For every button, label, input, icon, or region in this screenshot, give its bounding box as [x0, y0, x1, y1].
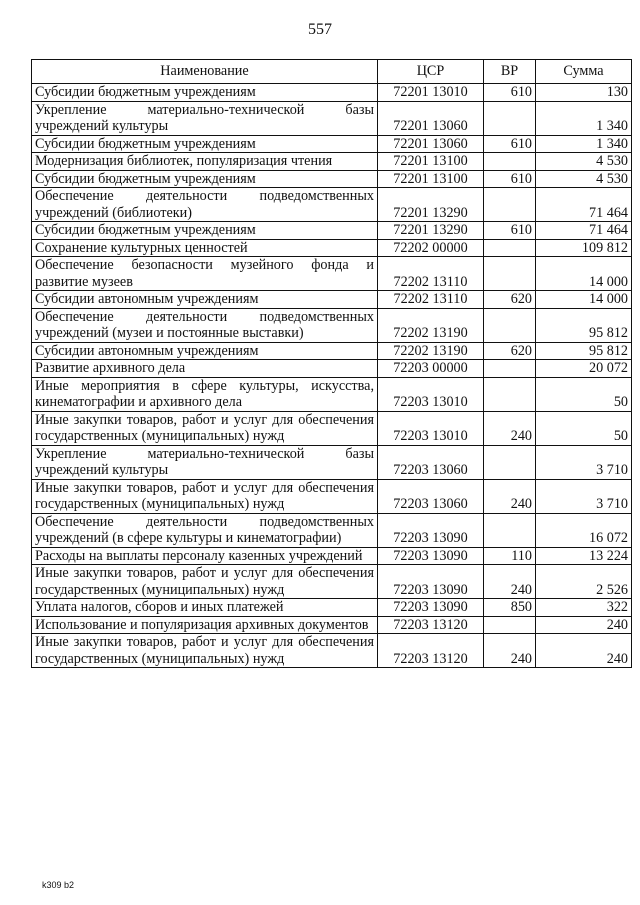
- row-name: Иные закупки товаров, работ и услуг для обеспечения государственных (муниципальных) нужд: [32, 411, 378, 445]
- row-name: Субсидии бюджетным учреждениям: [32, 135, 378, 153]
- row-vr: [484, 513, 536, 547]
- row-csr: 72203 13090: [378, 599, 484, 617]
- row-csr: 72203 13090: [378, 565, 484, 599]
- row-vr: 240: [484, 479, 536, 513]
- row-csr: 72203 13010: [378, 377, 484, 411]
- table-row: [32, 411, 632, 445]
- row-sum: 95 812: [536, 342, 632, 360]
- row-name: Иные закупки товаров, работ и услуг для обеспечения государственных (муниципальных) нужд: [32, 479, 378, 513]
- row-sum: 50: [536, 411, 632, 445]
- header-csr: ЦСР: [378, 60, 484, 84]
- row-csr: 72201 13060: [378, 101, 484, 135]
- row-vr: 240: [484, 411, 536, 445]
- row-name: Использование и популяризация архивных документов: [32, 616, 378, 634]
- row-name: Развитие архивного дела: [32, 360, 378, 378]
- row-name: Укрепление материально-технической базы учреждений культуры: [32, 445, 378, 479]
- table-row: [32, 101, 632, 135]
- row-name: Уплата налогов, сборов и иных платежей: [32, 599, 378, 617]
- row-sum: 1 340: [536, 101, 632, 135]
- table-row: [32, 257, 632, 291]
- row-name: Иные закупки товаров, работ и услуг для обеспечения государственных (муниципальных) нужд: [32, 634, 378, 668]
- row-name: Укрепление материально-технической базы учреждений культуры: [32, 101, 378, 135]
- page-number: 557: [308, 21, 332, 38]
- row-name: Модернизация библиотек, популяризация чтения: [32, 153, 378, 171]
- row-csr: 72203 13060: [378, 479, 484, 513]
- row-vr: 110: [484, 547, 536, 565]
- table-row: [32, 547, 632, 565]
- row-sum: 14 000: [536, 291, 632, 309]
- row-csr: 72202 13110: [378, 291, 484, 309]
- row-vr: [484, 153, 536, 171]
- row-name: Субсидии бюджетным учреждениям: [32, 170, 378, 188]
- table-row: [32, 565, 632, 599]
- row-csr: 72202 13190: [378, 342, 484, 360]
- table-row: [32, 188, 632, 222]
- row-name: Расходы на выплаты персоналу казенных учреждений: [32, 547, 378, 565]
- row-vr: [484, 101, 536, 135]
- row-csr: 72201 13100: [378, 153, 484, 171]
- row-sum: 109 812: [536, 239, 632, 257]
- row-sum: 13 224: [536, 547, 632, 565]
- row-vr: [484, 308, 536, 342]
- row-vr: 240: [484, 565, 536, 599]
- row-vr: [484, 445, 536, 479]
- row-csr: 72202 13190: [378, 308, 484, 342]
- row-vr: 240: [484, 634, 536, 668]
- row-vr: 610: [484, 135, 536, 153]
- table-row: [32, 616, 632, 634]
- table-row: [32, 342, 632, 360]
- row-sum: 322: [536, 599, 632, 617]
- row-vr: 850: [484, 599, 536, 617]
- row-csr: 72203 13120: [378, 634, 484, 668]
- row-vr: [484, 257, 536, 291]
- table-row: [32, 308, 632, 342]
- table-row: [32, 445, 632, 479]
- header-sum: Сумма: [536, 60, 632, 84]
- row-vr: [484, 360, 536, 378]
- row-vr: [484, 377, 536, 411]
- row-csr: 72201 13290: [378, 188, 484, 222]
- row-csr: 72202 13110: [378, 257, 484, 291]
- table-row: [32, 153, 632, 171]
- row-name: Сохранение культурных ценностей: [32, 239, 378, 257]
- row-sum: 20 072: [536, 360, 632, 378]
- row-name: Субсидии автономным учреждениям: [32, 342, 378, 360]
- table-row: [32, 84, 632, 102]
- row-csr: 72201 13290: [378, 222, 484, 240]
- row-sum: 1 340: [536, 135, 632, 153]
- footer-code: k309 b2: [42, 880, 75, 890]
- row-csr: 72203 13090: [378, 513, 484, 547]
- row-vr: [484, 239, 536, 257]
- row-sum: 50: [536, 377, 632, 411]
- table-row: [32, 599, 632, 617]
- row-name: Обеспечение деятельности подведомственных учреждений (библиотеки): [32, 188, 378, 222]
- row-name: Субсидии автономным учреждениям: [32, 291, 378, 309]
- row-sum: 95 812: [536, 308, 632, 342]
- table-header-row: [32, 60, 632, 84]
- row-vr: 610: [484, 170, 536, 188]
- header-name: Наименование: [32, 60, 378, 84]
- row-csr: 72203 13060: [378, 445, 484, 479]
- row-sum: 240: [536, 634, 632, 668]
- table-row: [32, 634, 632, 668]
- row-csr: 72203 13090: [378, 547, 484, 565]
- table-row: [32, 222, 632, 240]
- row-name: Обеспечение деятельности подведомственных учреждений (в сфере культуры и кинематографии): [32, 513, 378, 547]
- row-csr: 72203 00000: [378, 360, 484, 378]
- row-sum: 4 530: [536, 153, 632, 171]
- row-vr: 620: [484, 342, 536, 360]
- row-sum: 2 526: [536, 565, 632, 599]
- budget-table: [31, 59, 632, 668]
- row-sum: 71 464: [536, 188, 632, 222]
- table-row: [32, 135, 632, 153]
- row-name: Иные мероприятия в сфере культуры, искусства, кинематографии и архивного дела: [32, 377, 378, 411]
- row-csr: 72201 13060: [378, 135, 484, 153]
- row-csr: 72201 13010: [378, 84, 484, 102]
- row-vr: 610: [484, 222, 536, 240]
- row-sum: 240: [536, 616, 632, 634]
- table-row: [32, 291, 632, 309]
- row-sum: 3 710: [536, 479, 632, 513]
- row-sum: 4 530: [536, 170, 632, 188]
- row-name: Субсидии бюджетным учреждениям: [32, 84, 378, 102]
- row-vr: 620: [484, 291, 536, 309]
- row-vr: [484, 616, 536, 634]
- row-name: Обеспечение безопасности музейного фонда и развитие музеев: [32, 257, 378, 291]
- row-csr: 72203 13120: [378, 616, 484, 634]
- table-body: [32, 84, 632, 668]
- header-vr: ВР: [484, 60, 536, 84]
- row-sum: 71 464: [536, 222, 632, 240]
- row-vr: [484, 188, 536, 222]
- row-csr: 72203 13010: [378, 411, 484, 445]
- table-row: [32, 360, 632, 378]
- table-row: [32, 479, 632, 513]
- row-sum: 130: [536, 84, 632, 102]
- row-name: Иные закупки товаров, работ и услуг для обеспечения государственных (муниципальных) нужд: [32, 565, 378, 599]
- table-row: [32, 513, 632, 547]
- row-name: Обеспечение деятельности подведомственных учреждений (музеи и постоянные выставки): [32, 308, 378, 342]
- row-csr: 72202 00000: [378, 239, 484, 257]
- table-row: [32, 170, 632, 188]
- row-vr: 610: [484, 84, 536, 102]
- row-sum: 3 710: [536, 445, 632, 479]
- row-sum: 14 000: [536, 257, 632, 291]
- row-csr: 72201 13100: [378, 170, 484, 188]
- row-name: Субсидии бюджетным учреждениям: [32, 222, 378, 240]
- table-row: [32, 239, 632, 257]
- table-row: [32, 377, 632, 411]
- row-sum: 16 072: [536, 513, 632, 547]
